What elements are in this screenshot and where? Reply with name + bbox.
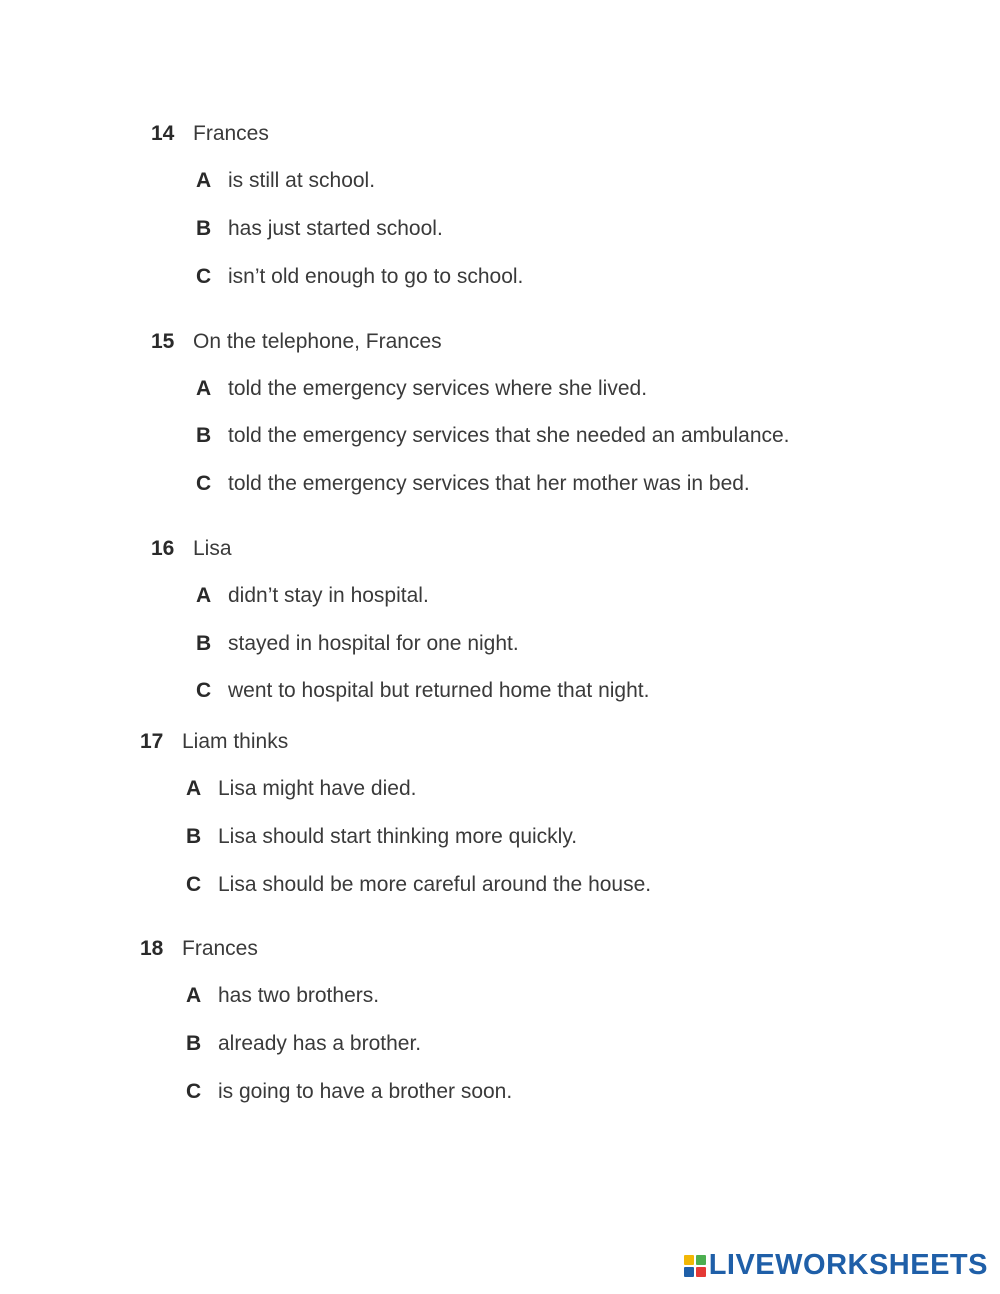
option-letter: A [196,377,212,400]
option-a[interactable] [196,168,375,194]
option-text: isn’t old enough to go to school. [228,265,524,288]
option-letter: A [196,584,212,607]
option-text: didn’t stay in hospital. [228,584,429,607]
option-letter: B [196,424,212,447]
brand-name: LIVEWORKSHEETS [708,1249,988,1281]
question-stem: Frances [182,937,258,960]
question-number: 15 [151,330,175,353]
option-a[interactable] [196,583,429,609]
option-letter: B [186,1032,202,1055]
option-b[interactable] [186,1031,421,1057]
question-stem: Lisa [193,537,232,560]
liveworksheets-brand[interactable] [684,1249,988,1282]
option-c[interactable] [196,471,750,497]
option-letter: A [186,984,202,1007]
option-b[interactable] [196,423,790,449]
option-a[interactable] [186,983,379,1009]
option-text: is going to have a brother soon. [218,1080,513,1103]
question-number: 14 [151,122,175,145]
option-letter: C [196,679,212,702]
question-stem: Liam thinks [182,730,289,753]
option-text: told the emergency services where she lived. [228,377,648,400]
option-text: went to hospital but returned home that night. [228,679,650,702]
option-a[interactable] [186,776,416,802]
option-text: Lisa should be more careful around the house. [218,873,652,896]
option-text: already has a brother. [218,1032,422,1055]
option-c[interactable] [196,678,649,704]
option-letter: A [186,777,202,800]
option-letter: B [196,632,212,655]
logo-square-3 [684,1267,694,1277]
option-text: is still at school. [228,169,376,192]
logo-square-1 [684,1255,694,1265]
option-b[interactable] [186,824,577,850]
option-letter: C [196,265,212,288]
option-letter: B [186,825,202,848]
option-text: Lisa might have died. [218,777,417,800]
option-c[interactable] [186,872,651,898]
option-letter: A [196,169,212,192]
option-text: has just started school. [228,217,443,240]
option-text: has two brothers. [218,984,380,1007]
liveworksheets-logo-icon [684,1255,706,1277]
question-number: 17 [140,730,164,753]
option-text: told the emergency services that she needed an ambulance. [228,424,790,447]
option-text: told the emergency services that her mother was in bed. [228,472,750,495]
question-number: 18 [140,937,164,960]
option-letter: C [186,873,202,896]
option-c[interactable] [196,264,523,290]
logo-square-4 [696,1267,706,1277]
option-letter: B [196,217,212,240]
question-number: 16 [151,537,175,560]
option-text: stayed in hospital for one night. [228,632,519,655]
option-a[interactable] [196,376,647,402]
option-letter: C [186,1080,202,1103]
option-b[interactable] [196,216,443,242]
option-b[interactable] [196,631,519,657]
option-letter: C [196,472,212,495]
option-c[interactable] [186,1079,512,1105]
question-stem: Frances [193,122,269,145]
option-text: Lisa should start thinking more quickly. [218,825,578,848]
question-stem: On the telephone, Frances [193,330,442,353]
logo-square-2 [696,1255,706,1265]
